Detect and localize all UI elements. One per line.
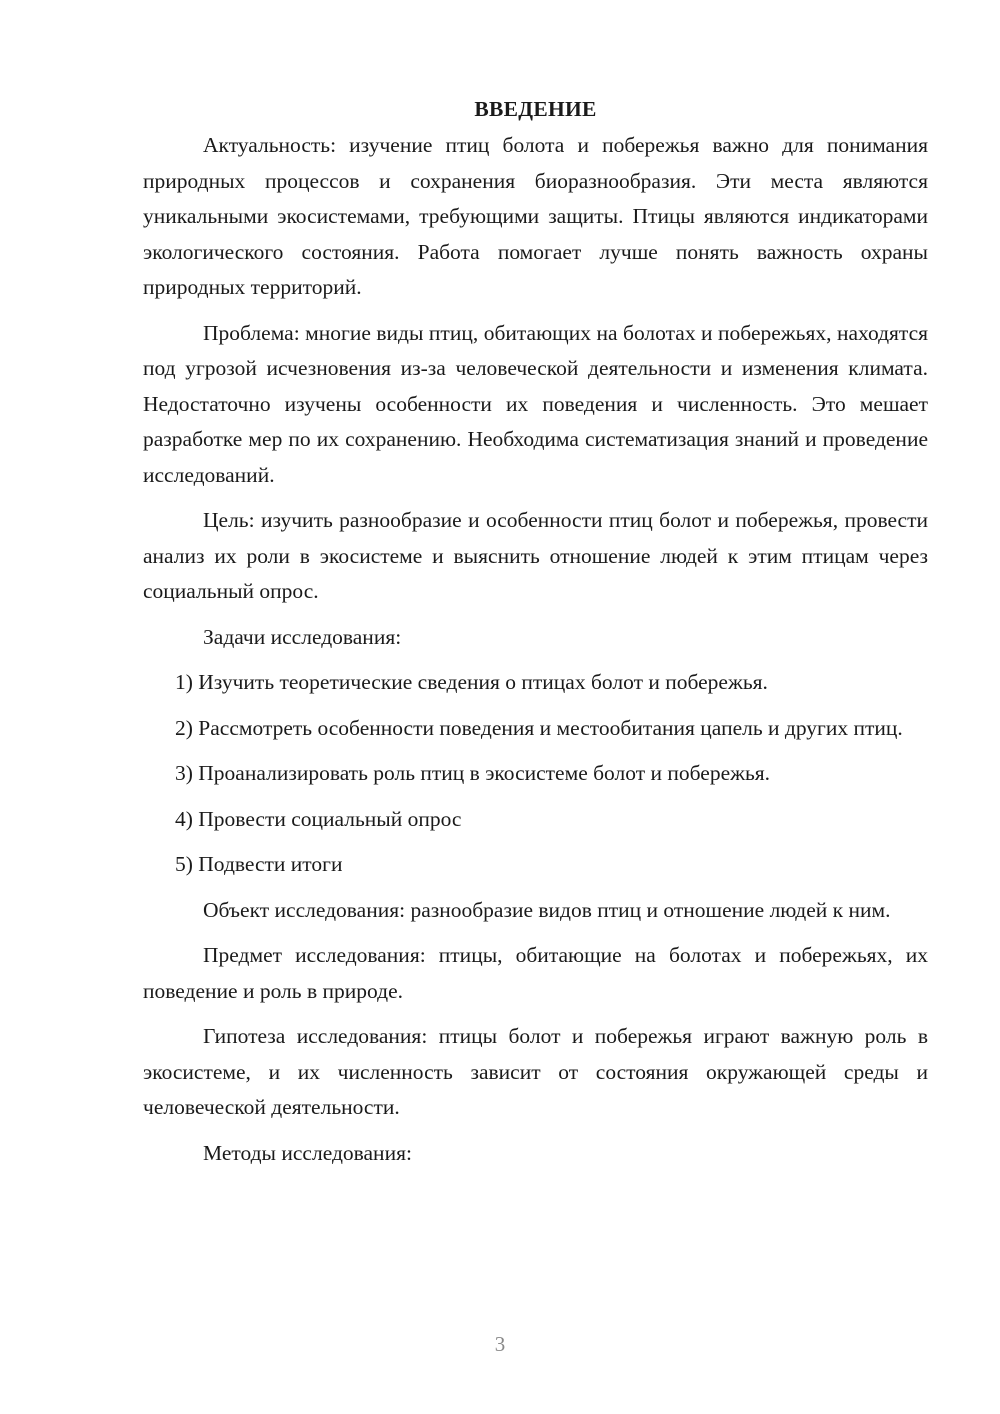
task-item: 1) Изучить теоретические сведения о птицах болот и побережья. — [175, 670, 768, 694]
paragraph-problem: Проблема: многие виды птиц, обитающих на болотах и побережьях, находятся под угрозой исчезновения из-за человеческой деятельности и изменения климата. Недостаточно изучены особенности их поведения и численность. Это мешает разработке мер по их сохранению. Необходима систематизация знаний и проведение исследований. — [143, 320, 928, 487]
task-item: 4) Провести социальный опрос — [175, 806, 462, 831]
document-page — [143, 92, 928, 1181]
task-item: 2) Рассмотреть особенности поведения и местообитания цапель и других птиц. — [175, 715, 903, 740]
task-item: 5) Подвести итоги — [175, 852, 343, 876]
task-item: 3) Проанализировать роль птиц в экосистеме болот и побережья. — [175, 761, 771, 785]
paragraph-hypothesis: Гипотеза исследования: птицы болот и побережья играют важную роль в экосистеме, и их численность зависит от состояния окружающей среды и человеческой деятельности. — [143, 1024, 928, 1119]
page-number: 3 — [494, 1332, 506, 1356]
paragraph-relevance: Актуальность: изучение птиц болота и побережья важно для понимания природных процессов и сохранения биоразнообразия. Эти места являются уникальными экосистемами, требующими защиты. Птицы являются индикаторами экологического состояния. Работа помогает лучше понять важность охраны природных территорий. — [143, 133, 928, 299]
paragraph-tasks-heading: Задачи исследования: — [203, 624, 402, 649]
paragraph-subject: Предмет исследования: птицы, обитающие на болотах и побережьях, их поведение и роль в природе. — [143, 943, 928, 1003]
paragraph-object: Объект исследования: разнообразие видов птиц и отношение людей к ним. — [203, 897, 891, 922]
section-title: ВВЕДЕНИЕ — [474, 97, 597, 121]
paragraph-methods: Методы исследования: — [203, 1140, 412, 1165]
paragraph-goal: Цель: изучить разнообразие и особенности птиц болот и побережья, провести анализ их роли в экосистеме и выяснить отношение людей к этим птицам через социальный опрос. — [143, 508, 928, 603]
